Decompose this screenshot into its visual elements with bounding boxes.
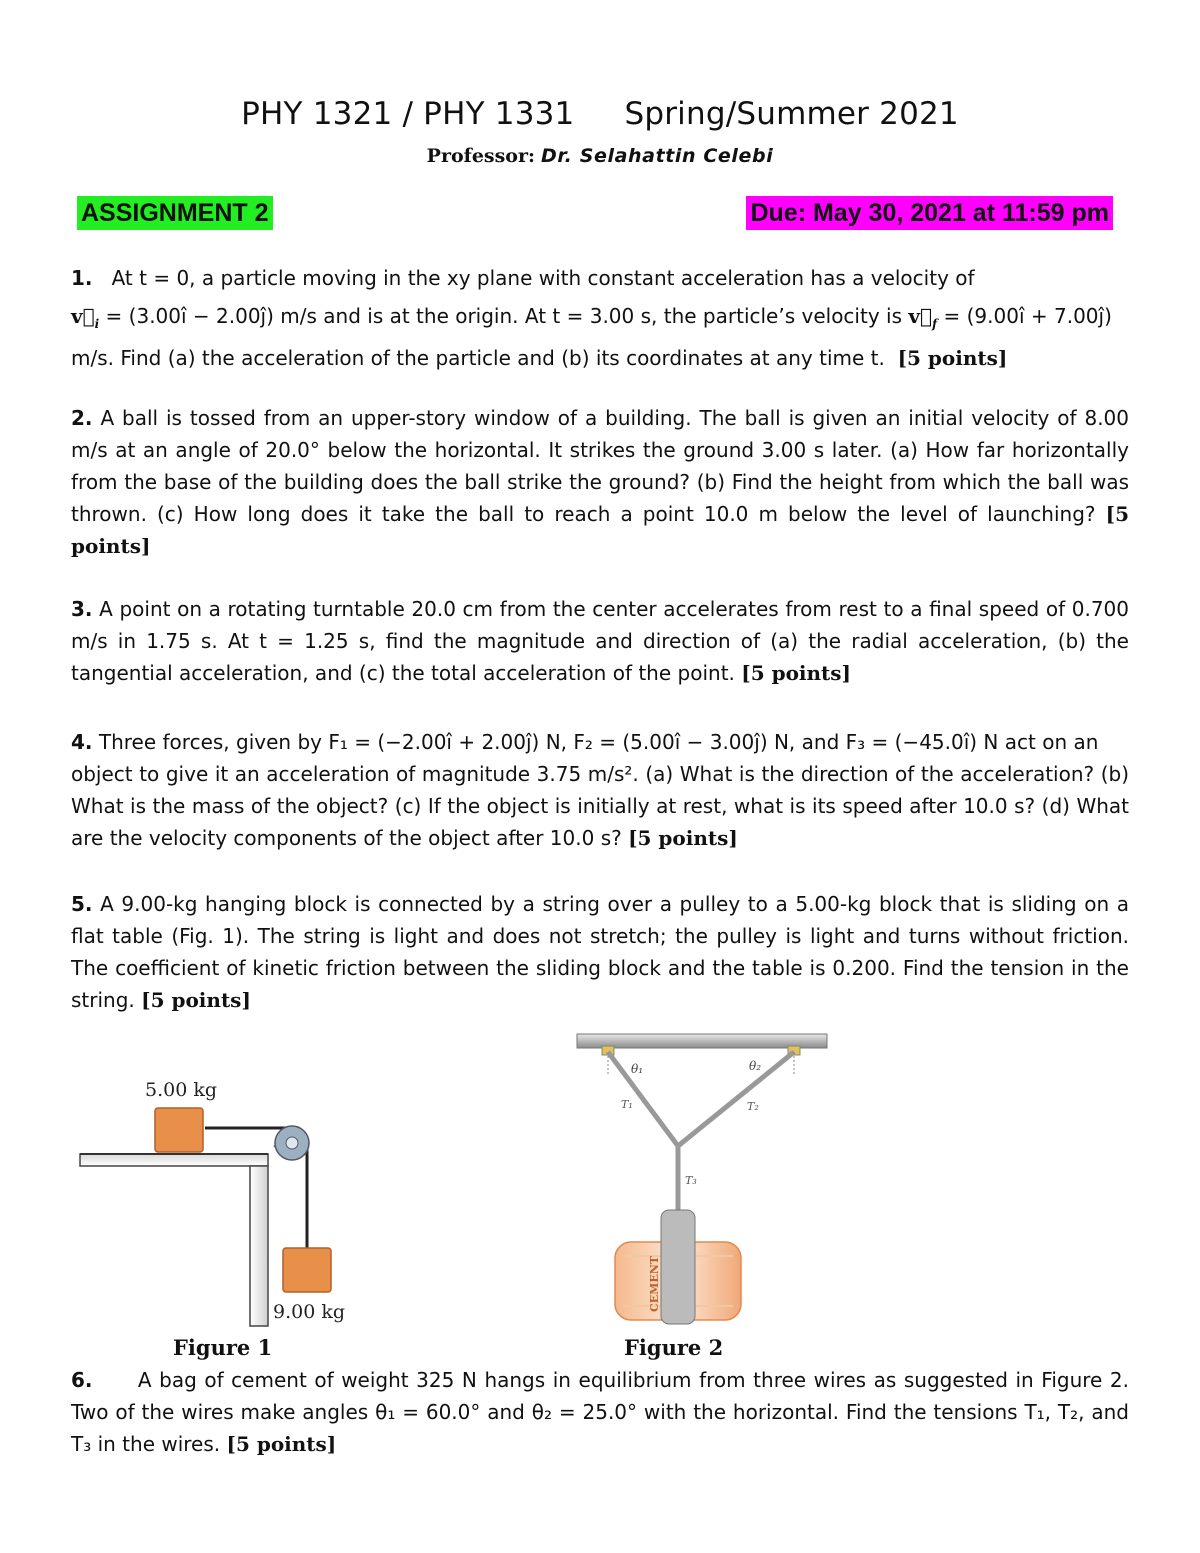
assignment-label: ASSIGNMENT 2 xyxy=(77,196,273,230)
t2-label: T₂ xyxy=(747,1100,759,1113)
professor-line xyxy=(0,145,1200,167)
mass-label-top: 5.00 kg xyxy=(145,1079,218,1101)
points-label: [5 points] xyxy=(741,661,852,685)
question-1: 1. At t = 0, a particle moving in the xy plane with constant acceleration has a velocity of $v⃗_i$ = (3.00î − 2.00ĵ) m/s and is at the origin. At t = 3.00 s, the particle’s velocity is $v⃗_f$ = (9.00î + 7.00ĵ) m/s. Find (a) the acceleration of the particle and (b) its coordinates at any time t. [5 points] xyxy=(71,266,1112,370)
question-4-line-1: Three forces, given by F₁ = (−2.00î + 2.00ĵ) N, F₂ = (5.00î − 3.00ĵ) N, and F₃ = (−45.0î) N act on an xyxy=(98,730,1099,754)
points-label: [5 points] xyxy=(71,502,1129,558)
figure-2-diagram xyxy=(575,1028,830,1328)
page-title xyxy=(0,96,1200,132)
question-3 xyxy=(71,593,1129,689)
points-label: [5 points] xyxy=(897,346,1008,370)
figure-1-diagram xyxy=(75,1070,375,1330)
table-leg xyxy=(250,1166,268,1326)
t3-label: T₃ xyxy=(685,1174,697,1187)
question-1-line-1: At t = 0, a particle moving in the xy plane with constant acceleration has a velocity of xyxy=(111,266,975,290)
due-date: Due: May 30, 2021 at 11:59 pm xyxy=(746,196,1113,230)
question-number: 4. xyxy=(71,730,93,754)
professor-name: Dr. Selahattin Celebi xyxy=(541,145,774,167)
bag-strap xyxy=(661,1210,695,1324)
question-1-line-2b: = (9.00î + 7.00ĵ) xyxy=(943,304,1112,328)
question-3-text: A point on a rotating turntable 20.0 cm from the center accelerates from rest to a final speed of 0.700 m/s in 1.75 s. At t = 1.25 s, find the magnitude and direction of (a) the radial acceleration, (b) the tangential acceleration, and (c) the total acceleration of the point. xyxy=(71,597,1130,685)
table-top xyxy=(80,1154,268,1166)
question-4 xyxy=(71,726,1129,854)
theta1-label: θ₁ xyxy=(631,1062,644,1076)
question-number: 5. xyxy=(71,892,93,916)
question-number: 3. xyxy=(71,597,93,621)
block-5kg xyxy=(155,1108,203,1152)
figure-2-caption: Figure 2 xyxy=(624,1335,724,1360)
mass-label-hanging: 9.00 kg xyxy=(273,1301,346,1323)
bag-text: CEMENT xyxy=(648,1256,661,1312)
block-9kg xyxy=(283,1248,331,1292)
question-6 xyxy=(71,1364,1129,1460)
figure-1-caption: Figure 1 xyxy=(173,1335,273,1360)
course-codes: PHY 1321 / PHY 1331 xyxy=(241,96,575,132)
question-2 xyxy=(71,402,1129,562)
theta2-label: θ₂ xyxy=(749,1059,762,1073)
question-1-line-3: m/s. Find (a) the acceleration of the particle and (b) its coordinates at any time t. xyxy=(71,346,885,370)
wire-2 xyxy=(678,1052,794,1146)
t1-label: T₁ xyxy=(621,1098,633,1111)
question-number: 6. xyxy=(71,1368,93,1392)
question-5-text: A 9.00-kg hanging block is connected by a string over a pulley to a 5.00-kg block that is sliding on a flat table (Fig. 1). The string is light and does not stretch; the pulley is light and turns without friction. The coefficient of kinetic friction between the sliding block and the table is 0.200. Find the tension in the string. xyxy=(71,892,1129,1012)
points-label: [5 points] xyxy=(226,1432,337,1456)
term: Spring/Summer 2021 xyxy=(624,96,959,132)
question-5 xyxy=(71,888,1129,1016)
question-number: 1. xyxy=(71,266,93,290)
question-2-text: A ball is tossed from an upper-story window of a building. The ball is given an initial velocity of 8.00 m/s at an angle of 20.0° below the horizontal. It strikes the ground 3.00 s later. (a) How far horizontally from the base of the building does the ball strike the ground? (b) Find the height from which the ball was thrown. (c) How long does it take the ball to reach a point 10.0 m below the level of launching? xyxy=(71,406,1129,526)
points-label: [5 points] xyxy=(141,988,251,1012)
question-6-text: A bag of cement of weight 325 N hangs in equilibrium from three wires as suggested in Figure 2. Two of the wires make angles θ₁ = 60.0° and θ₂ = 25.0° with the horizontal. Find the tensions T₁, T₂, and T₃ in the wires. xyxy=(71,1368,1129,1456)
question-4-text: object to give it an acceleration of magnitude 3.75 m/s². (a) What is the direction of the acceleration? (b) What is the mass of the object? (c) If the object is initially at rest, what is its speed after 10.0 s? (d) What are the velocity components of the object after 10.0 s? xyxy=(71,762,1129,850)
question-number: 2. xyxy=(71,406,93,430)
question-1-line-2a: = (3.00î − 2.00ĵ) m/s and is at the origin. At t = 3.00 s, the particle’s velocity is xyxy=(105,304,902,328)
professor-label: Professor: xyxy=(426,145,535,167)
points-label: [5 points] xyxy=(628,826,738,850)
